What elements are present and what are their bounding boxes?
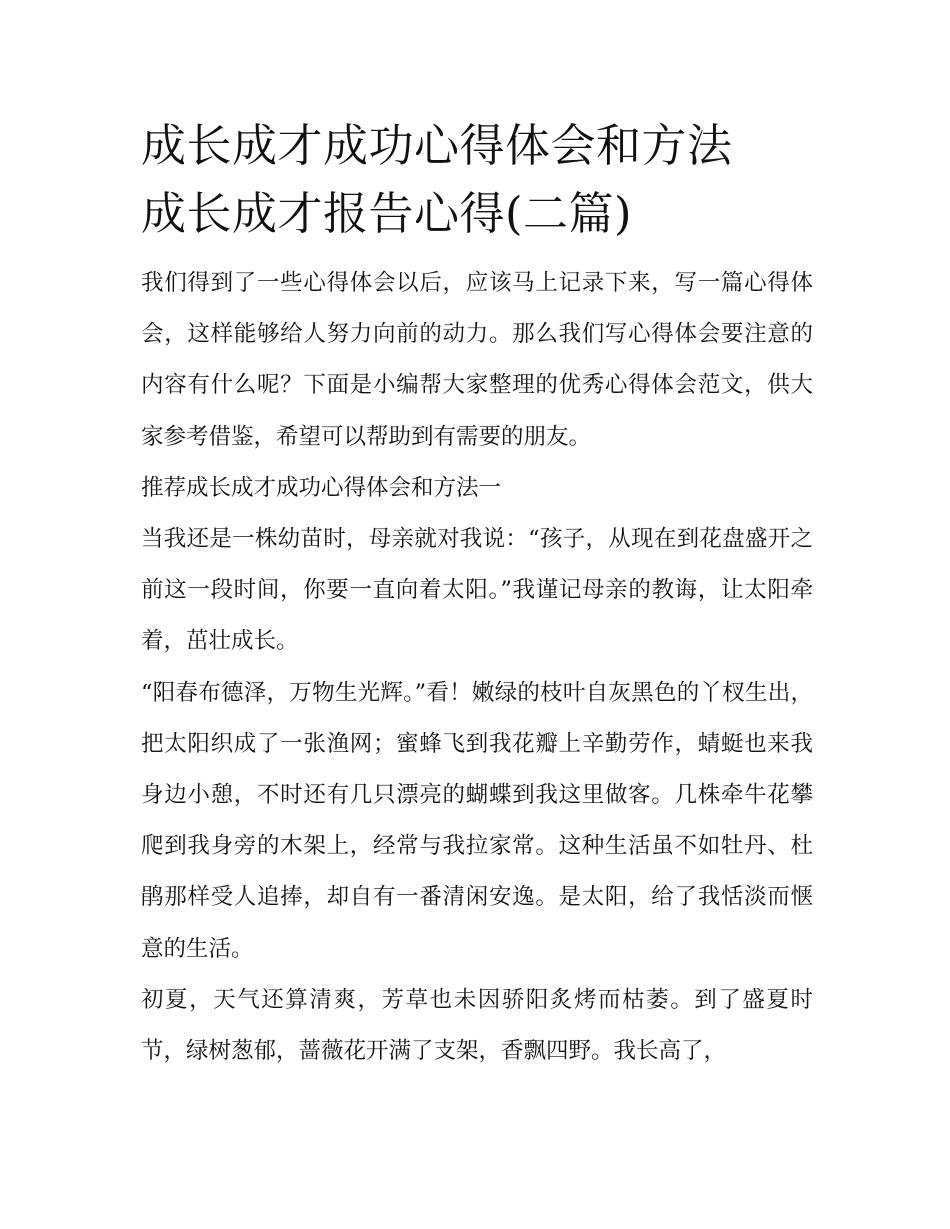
section-heading: 推荐成长成才成功心得体会和方法一: [141, 474, 502, 501]
body-paragraph: 初夏，天气还算清爽，芳草也未因骄阳炙烤而枯萎。到了盛夏时节，绿树葱郁，蔷薇花开满了支架，香飘四野。我长高了，: [141, 986, 813, 1065]
body-paragraph: 当我还是一株幼苗时，母亲就对我说：“孩子，从现在到花盘盛开之前这一段时间，你要一直向着太阳。”我谨记母亲的教诲，让太阳牵着，茁壮成长。: [141, 526, 813, 655]
document-title: [141, 112, 813, 248]
title-line-2: 成长成才报告心得(二篇): [141, 187, 633, 240]
document-body: [141, 112, 813, 1077]
body-paragraph: “阳春布德泽，万物生光辉。”看！嫩绿的枝叶自灰黑色的丫杈生出，把太阳织成了一张渔网；蜜蜂飞到我花瓣上辛勤劳作，蜻蜓也来我身边小憩，不时还有几只漂亮的蝴蝶到我这里做客。几株牵牛花攀爬到我身旁的木架上，经常与我拉家常。这种生活虽不如牡丹、杜鹃那样受人追捧，却自有一番清闲安逸。是太阳，给了我恬淡而惬意的生活。: [141, 679, 813, 962]
title-line-1: 成长成才成功心得体会和方法: [141, 119, 733, 172]
intro-paragraph: 我们得到了一些心得体会以后，应该马上记录下来，写一篇心得体会，这样能够给人努力向前的动力。那么我们写心得体会要注意的内容有什么呢？下面是小编帮大家整理的优秀心得体会范文，供大家参考借鉴，希望可以帮助到有需要的朋友。: [141, 270, 813, 450]
